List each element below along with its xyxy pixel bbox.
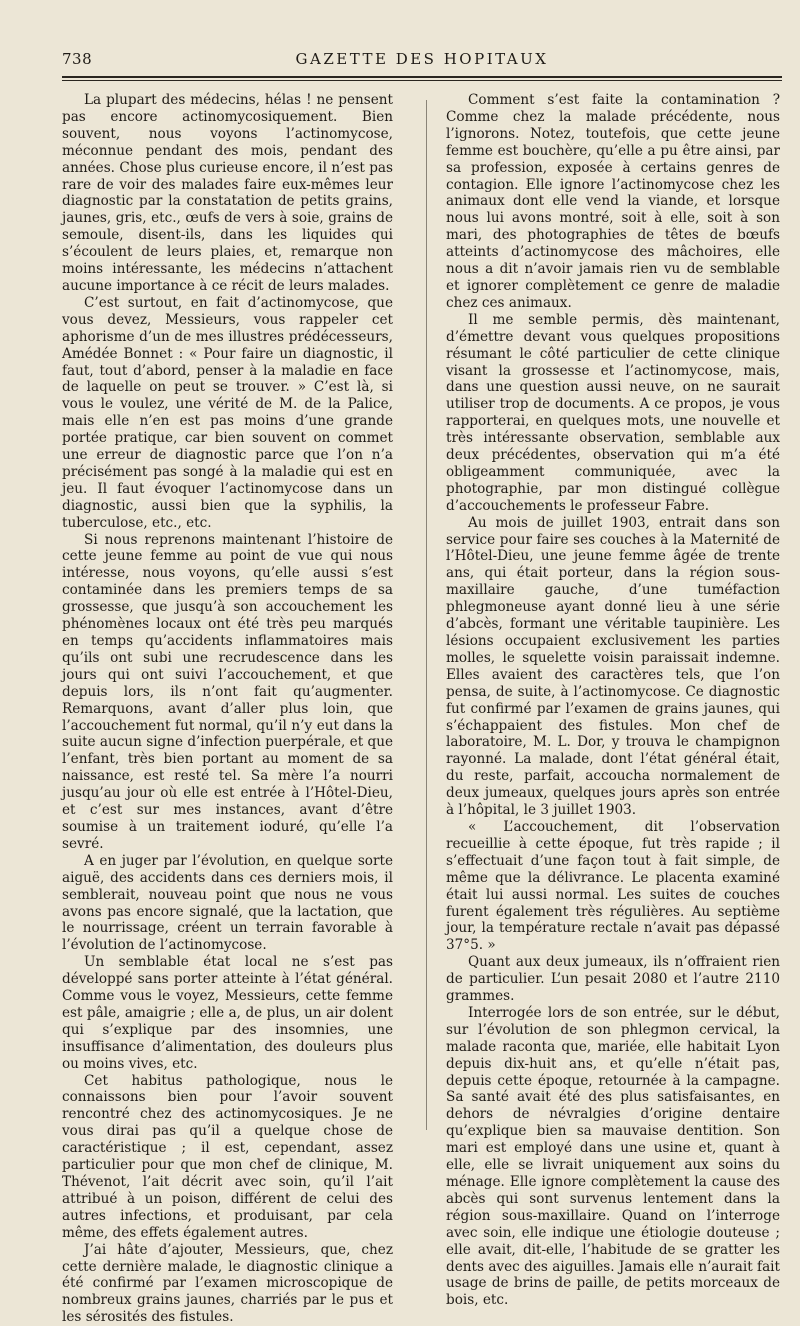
- journal-title: GAZETTE DES HOPITAUX: [295, 50, 549, 68]
- paragraph: Si nous reprenons maintenant l’histoire de cette jeune femme au point de vue qui nous intéresse, nous voyons, qu’elle aussi s’est contaminée dans les premiers temps de sa grossesse, que jusqu’à son accouchement les phénomènes locaux ont été très peu marqués en temps qu’accidents inflammatoires mais qu’ils ont subi une recrudescence dans les jours qui ont suivi l’accouchement, et que depuis lors, ils n’ont fait qu’augmenter. Remarquons, avant d’aller plus loin, que l’accouchement fut normal, qu’il n’y eut dans la suite aucun signe d’infection puerpérale, et que l’enfant, très bien portant au moment de sa naissance, est resté tel. Sa mère l’a nourri jusqu’au jour où elle est entrée à l’Hôtel-Dieu, et c’est sur mes instances, avant d’être soumise à un traitement ioduré, qu’elle l’a sevré.: [62, 531, 393, 852]
- paragraph: La plupart des médecins, hélas ! ne pensent pas encore actinomycosiquement. Bien souvent, nous voyons l’actinomycose, méconnue pendant des mois, pendant des années. Chose plus curieuse encore, il n’est pas rare de voir des malades faire eux-mêmes leur diagnostic par la constatation de petits grains, jaunes, gris, etc., œufs de vers à soie, grains de semoule, disent-ils, dans les liquides qui s’écoulent de leurs plaies, et, remarque non moins intéressante, les médecins n’attachent aucune importance à ce récit de leurs malades.: [62, 92, 393, 294]
- paragraph: C’est surtout, en fait d’actinomycose, que vous devez, Messieurs, vous rappeler cet aphorisme d’un de mes illustres prédécesseurs, Amédée Bonnet : « Pour faire un diagnostic, il faut, tout d’abord, penser à la maladie en face de laquelle on peut se trouver. » C’est là, si vous le voulez, une vérité de M. de la Palice, mais elle n’en est pas moins d’une grande portée pratique, car bien souvent on commet une erreur de diagnostic parce que l’on n’a précisément pas songé à la maladie qui est en jeu. Il faut évoquer l’actinomycose dans un diagnostic, aussi bien que la syphilis, la tuberculose, etc., etc.: [62, 294, 393, 531]
- paragraph: Il me semble permis, dès maintenant, d’émettre devant vous quelques propositions résumant le côté particulier de cette clinique visant la grossesse et l’actinomycose, mais, dans une question aussi neuve, on ne saurait utiliser trop de documents. A ce propos, je vous rapporterai, en quelques mots, une nouvelle et très intéressante observation, semblable aux deux précédentes, observation qui m’a été obligeamment communiquée, avec la photographie, par mon distingué collègue d’accouchements le professeur Fabre.: [446, 311, 780, 514]
- paragraph: J’ai hâte d’ajouter, Messieurs, que, chez cette dernière malade, le diagnostic clinique a été confirmé par l’examen microscopique de nombreux grains jaunes, charriés par le pus et les sérosités des fistules.: [62, 1241, 393, 1326]
- paragraph: Comment s’est faite la contamination ? Comme chez la malade précédente, nous l’ignorons. Notez, toutefois, que cette jeune femme est bouchère, qu’elle a pu être ainsi, par sa profession, exposée à certains genres de contagion. Elle ignore l’actinomycose chez les animaux dont elle vend la viande, et lorsque nous lui avons montré, soit à elle, soit à son mari, des photographies de têtes de bœufs atteints d’actinomycose des mâchoires, elle nous a dit n’avoir jamais rien vu de semblable et ignorer complètement ce genre de maladie chez ces animaux.: [446, 92, 780, 311]
- right-column: [446, 92, 780, 1309]
- paragraph: Interrogée lors de son entrée, sur le début, sur l’évolution de son phlegmon cervical, la malade raconta que, mariée, elle habitait Lyon depuis dix-huit ans, et qu’elle n’était pas, depuis cette époque, retournée à la campagne. Sa santé avait été des plus satisfaisantes, en dehors de névralgies d’origine dentaire qu’explique bien sa mauvaise dentition. Son mari est employé dans une usine et, quant à elle, elle se livrait uniquement aux soins du ménage. Elle ignore complètement la cause des abcès qui sont survenus lentement dans la région sous-maxillaire. Quand on l’interroge avec soin, elle indique une étiologie douteuse ; elle avait, dit-elle, l’habitude de se gratter les dents avec des aiguilles. Jamais elle n’aurait fait usage de brins de paille, de petits morceaux de bois, etc.: [446, 1004, 780, 1309]
- column-divider: [426, 100, 427, 1130]
- paragraph: Au mois de juillet 1903, entrait dans son service pour faire ses couches à la Maternité de l’Hôtel-Dieu, une jeune femme âgée de trente ans, qui était porteur, dans la région sous-maxillaire gauche, d’une tuméfaction phlegmoneuse ayant donné lieu à une série d’abcès, formant une véritable taupinière. Les lésions occupaient exclusivement les parties molles, le squelette voisin paraissait indemne. Elles avaient des caractères tels, que l’on pensa, de suite, à l’actinomycose. Ce diagnostic fut confirmé par l’examen de grains jaunes, qui s’échappaient des fistules. Mon chef de laboratoire, M. L. Dor, y trouva le champignon rayonné. La malade, dont l’état général était, du reste, parfait, accoucha normalement de deux jumeaux, quelques jours après son entrée à l’hôpital, le 3 juillet 1903.: [446, 514, 780, 819]
- paragraph: « L’accouchement, dit l’observation recueillie à cette époque, fut très rapide ; il s’effectuait d’une façon tout à fait simple, de même que la délivrance. Le placenta examiné était lui aussi normal. Les suites de couches furent également très régulières. Au septième jour, la température rectale n’avait pas dépassé 37°5. »: [446, 818, 780, 954]
- paragraph: Cet habitus pathologique, nous le connaissons bien pour l’avoir souvent rencontré chez des actinomycosiques. Je ne vous dirai pas qu’il a quelque chose de caractéristique ; il est, cependant, assez particulier pour que mon chef de clinique, M. Thévenot, l’ait décrit avec soin, qu’il l’ait attribué à un poison, différent de celui des autres infections, et produisant, par cela même, des effets également autres.: [62, 1072, 393, 1241]
- left-column: [62, 92, 393, 1326]
- page-header: [62, 50, 782, 72]
- paragraph: Un semblable état local ne s’est pas développé sans porter atteinte à l’état général. Comme vous le voyez, Messieurs, cette femme est pâle, amaigrie ; elle a, de plus, un air dolent qui s’explique par des insomnies, une insuffisance d’alimentation, des douleurs plus ou moins vives, etc.: [62, 954, 393, 1072]
- paragraph: A en juger par l’évolution, en quelque sorte aiguë, des accidents dans ces derniers mois, il semblerait, nouveau point que nous ne vous avons pas encore signalé, que la lactation, que le nourrissage, créent un terrain favorable à l’évolution de l’actinomycose.: [62, 852, 393, 954]
- header-rule-thick: [62, 76, 782, 78]
- paragraph: Quant aux deux jumeaux, ils n’offraient rien de particulier. L’un pesait 2080 et l’autre 2110 grammes.: [446, 954, 780, 1005]
- page-number: 738: [62, 50, 93, 68]
- header-rule-thin: [62, 80, 782, 81]
